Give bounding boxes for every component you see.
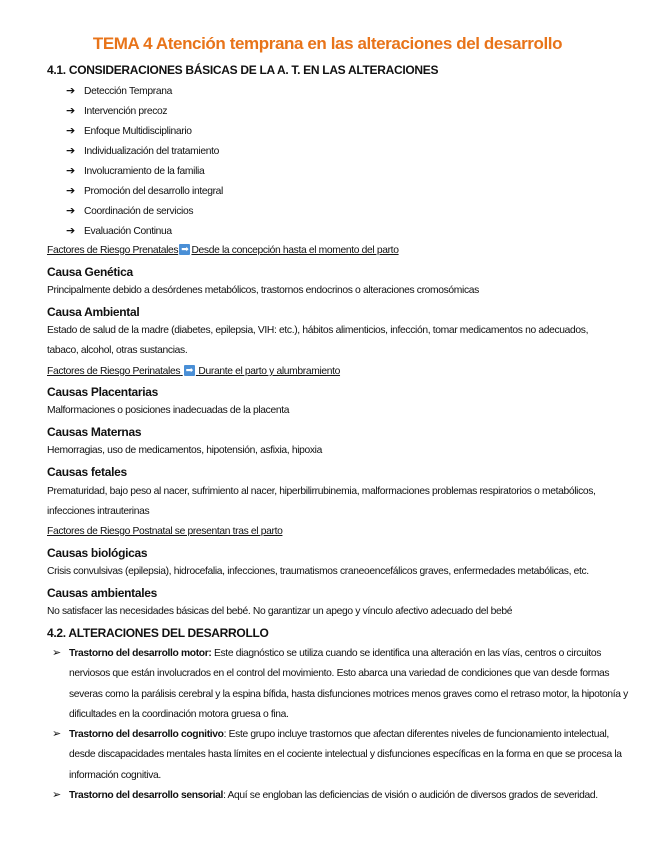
sensory-disorder-term: Trastorno del desarrollo sensorial: [69, 790, 224, 801]
biological-causes-text: Crisis convulsivas (epilepsia), hidrocefalia, infecciones, traumatismos craneoencefálicos graves, enfermedades metabólicas, etc.: [47, 566, 589, 577]
arrow-icon: ➔: [66, 85, 75, 97]
bullet-icon: ➢: [52, 789, 62, 801]
arrow-icon: ➔: [66, 125, 75, 137]
genetic-cause-heading: Causa Genética: [47, 265, 133, 279]
arrow-icon: ➔: [66, 225, 75, 237]
cognitive-disorder-paragraph: Trastorno del desarrollo cognitivo: Este grupo incluye trastornos que afectan diferentes niveles de funcionamiento intelectual, desde discapacidades mentales hasta límites en el cociente intelectual y disfunciones específicas en la forma en que se procesa la información cognitiva.: [69, 729, 622, 781]
environmental-cause-text-cont: tabaco, alcohol, otras sustancias.: [47, 345, 188, 356]
perinatal-factors-line: Factores de Riesgo Perinatales ➡ Durante el parto y alumbramiento: [47, 365, 341, 377]
list-item: ➔ Individualización del tratamiento: [66, 145, 219, 157]
list-item: ➔ Promoción del desarrollo integral: [66, 185, 223, 197]
arrow-icon: ➔: [66, 165, 75, 177]
fetal-causes-text: Prematuridad, bajo peso al nacer, sufrimiento al nacer, hiperbilirrubinemia, malformaciones problemas respiratorios o metabólicos,: [47, 486, 596, 497]
list-item: ➔ Evaluación Continua: [66, 225, 172, 237]
postnatal-factors-line: Factores de Riesgo Postnatal se presentan tras el parto: [47, 526, 283, 537]
section-2-heading: 4.2. ALTERACIONES DEL DESARROLLO: [47, 626, 269, 640]
motor-disorder-paragraph: Trastorno del desarrollo motor: Este diagnóstico se utiliza cuando se identifica una alteración en las vías, centros o circuitos nerviosos que están involucrados en el control del movimiento. Esto abarca una variedad de condiciones que van desde formas severas como la parálisis cerebral y la espina bífida, hasta disfunciones motrices menos graves como el retraso motor, la hipotonía y dificultades en la coordinación motora gruesa o fina.: [69, 648, 628, 720]
fetal-causes-heading: Causas fetales: [47, 465, 127, 479]
list-item: ➔ Coordinación de servicios: [66, 205, 194, 217]
genetic-cause-text: Principalmente debido a desórdenes metabólicos, trastornos endocrinos o alteraciones cromosómicas: [47, 285, 479, 296]
arrow-icon: ➔: [66, 105, 75, 117]
environmental-causes-heading: Causas ambientales: [47, 586, 157, 600]
arrow-icon: ➔: [66, 205, 75, 217]
right-arrow-icon: ➡: [185, 365, 193, 375]
list-item: ➔ Involucramiento de la familia: [66, 165, 205, 177]
list-item: ➔ Enfoque Multidisciplinario: [66, 125, 192, 137]
sensory-disorder-paragraph: Trastorno del desarrollo sensorial: Aquí se engloban las deficiencias de visión o audición de diversos grados de severidad.: [69, 790, 598, 801]
placental-causes-heading: Causas Placentarias: [47, 385, 159, 399]
prenatal-factors-line: Factores de Riesgo Prenatales ➡ Desde la concepción hasta el momento del parto: [47, 244, 399, 256]
placental-causes-text: Malformaciones o posiciones inadecuadas de la placenta: [47, 405, 290, 416]
environmental-causes-text: No satisfacer las necesidades básicas del bebé. No garantizar un apego y vínculo afectivo adecuado del bebé: [47, 606, 513, 617]
arrow-icon: ➔: [66, 185, 75, 197]
section-1-heading: 4.1. CONSIDERACIONES BÁSICAS DE LA A. T. EN LAS ALTERACIONES: [47, 63, 439, 77]
maternal-causes-heading: Causas Maternas: [47, 425, 142, 439]
biological-causes-heading: Causas biológicas: [47, 546, 148, 560]
environmental-cause-text: Estado de salud de la madre (diabetes, epilepsia, VIH: etc.), hábitos alimenticios, infección, tomar medicamentos no adecuados,: [47, 325, 589, 336]
list-item: ➔ Detección Temprana: [66, 85, 172, 97]
environmental-cause-heading: Causa Ambiental: [47, 305, 140, 319]
list-item: ➔ Intervención precoz: [66, 105, 168, 117]
right-arrow-icon: ➡: [181, 244, 189, 254]
document-title: TEMA 4 Atención temprana en las alteraciones del desarrollo: [92, 34, 563, 53]
bullet-icon: ➢: [52, 728, 62, 740]
fetal-causes-text-cont: infecciones intrauterinas: [47, 506, 150, 517]
bullet-icon: ➢: [52, 647, 62, 659]
motor-disorder-term: Trastorno del desarrollo motor:: [69, 648, 212, 659]
maternal-causes-text: Hemorragias, uso de medicamentos, hipotensión, asfixia, hipoxia: [47, 445, 323, 456]
arrow-icon: ➔: [66, 145, 75, 157]
cognitive-disorder-term: Trastorno del desarrollo cognitivo: [69, 729, 224, 740]
